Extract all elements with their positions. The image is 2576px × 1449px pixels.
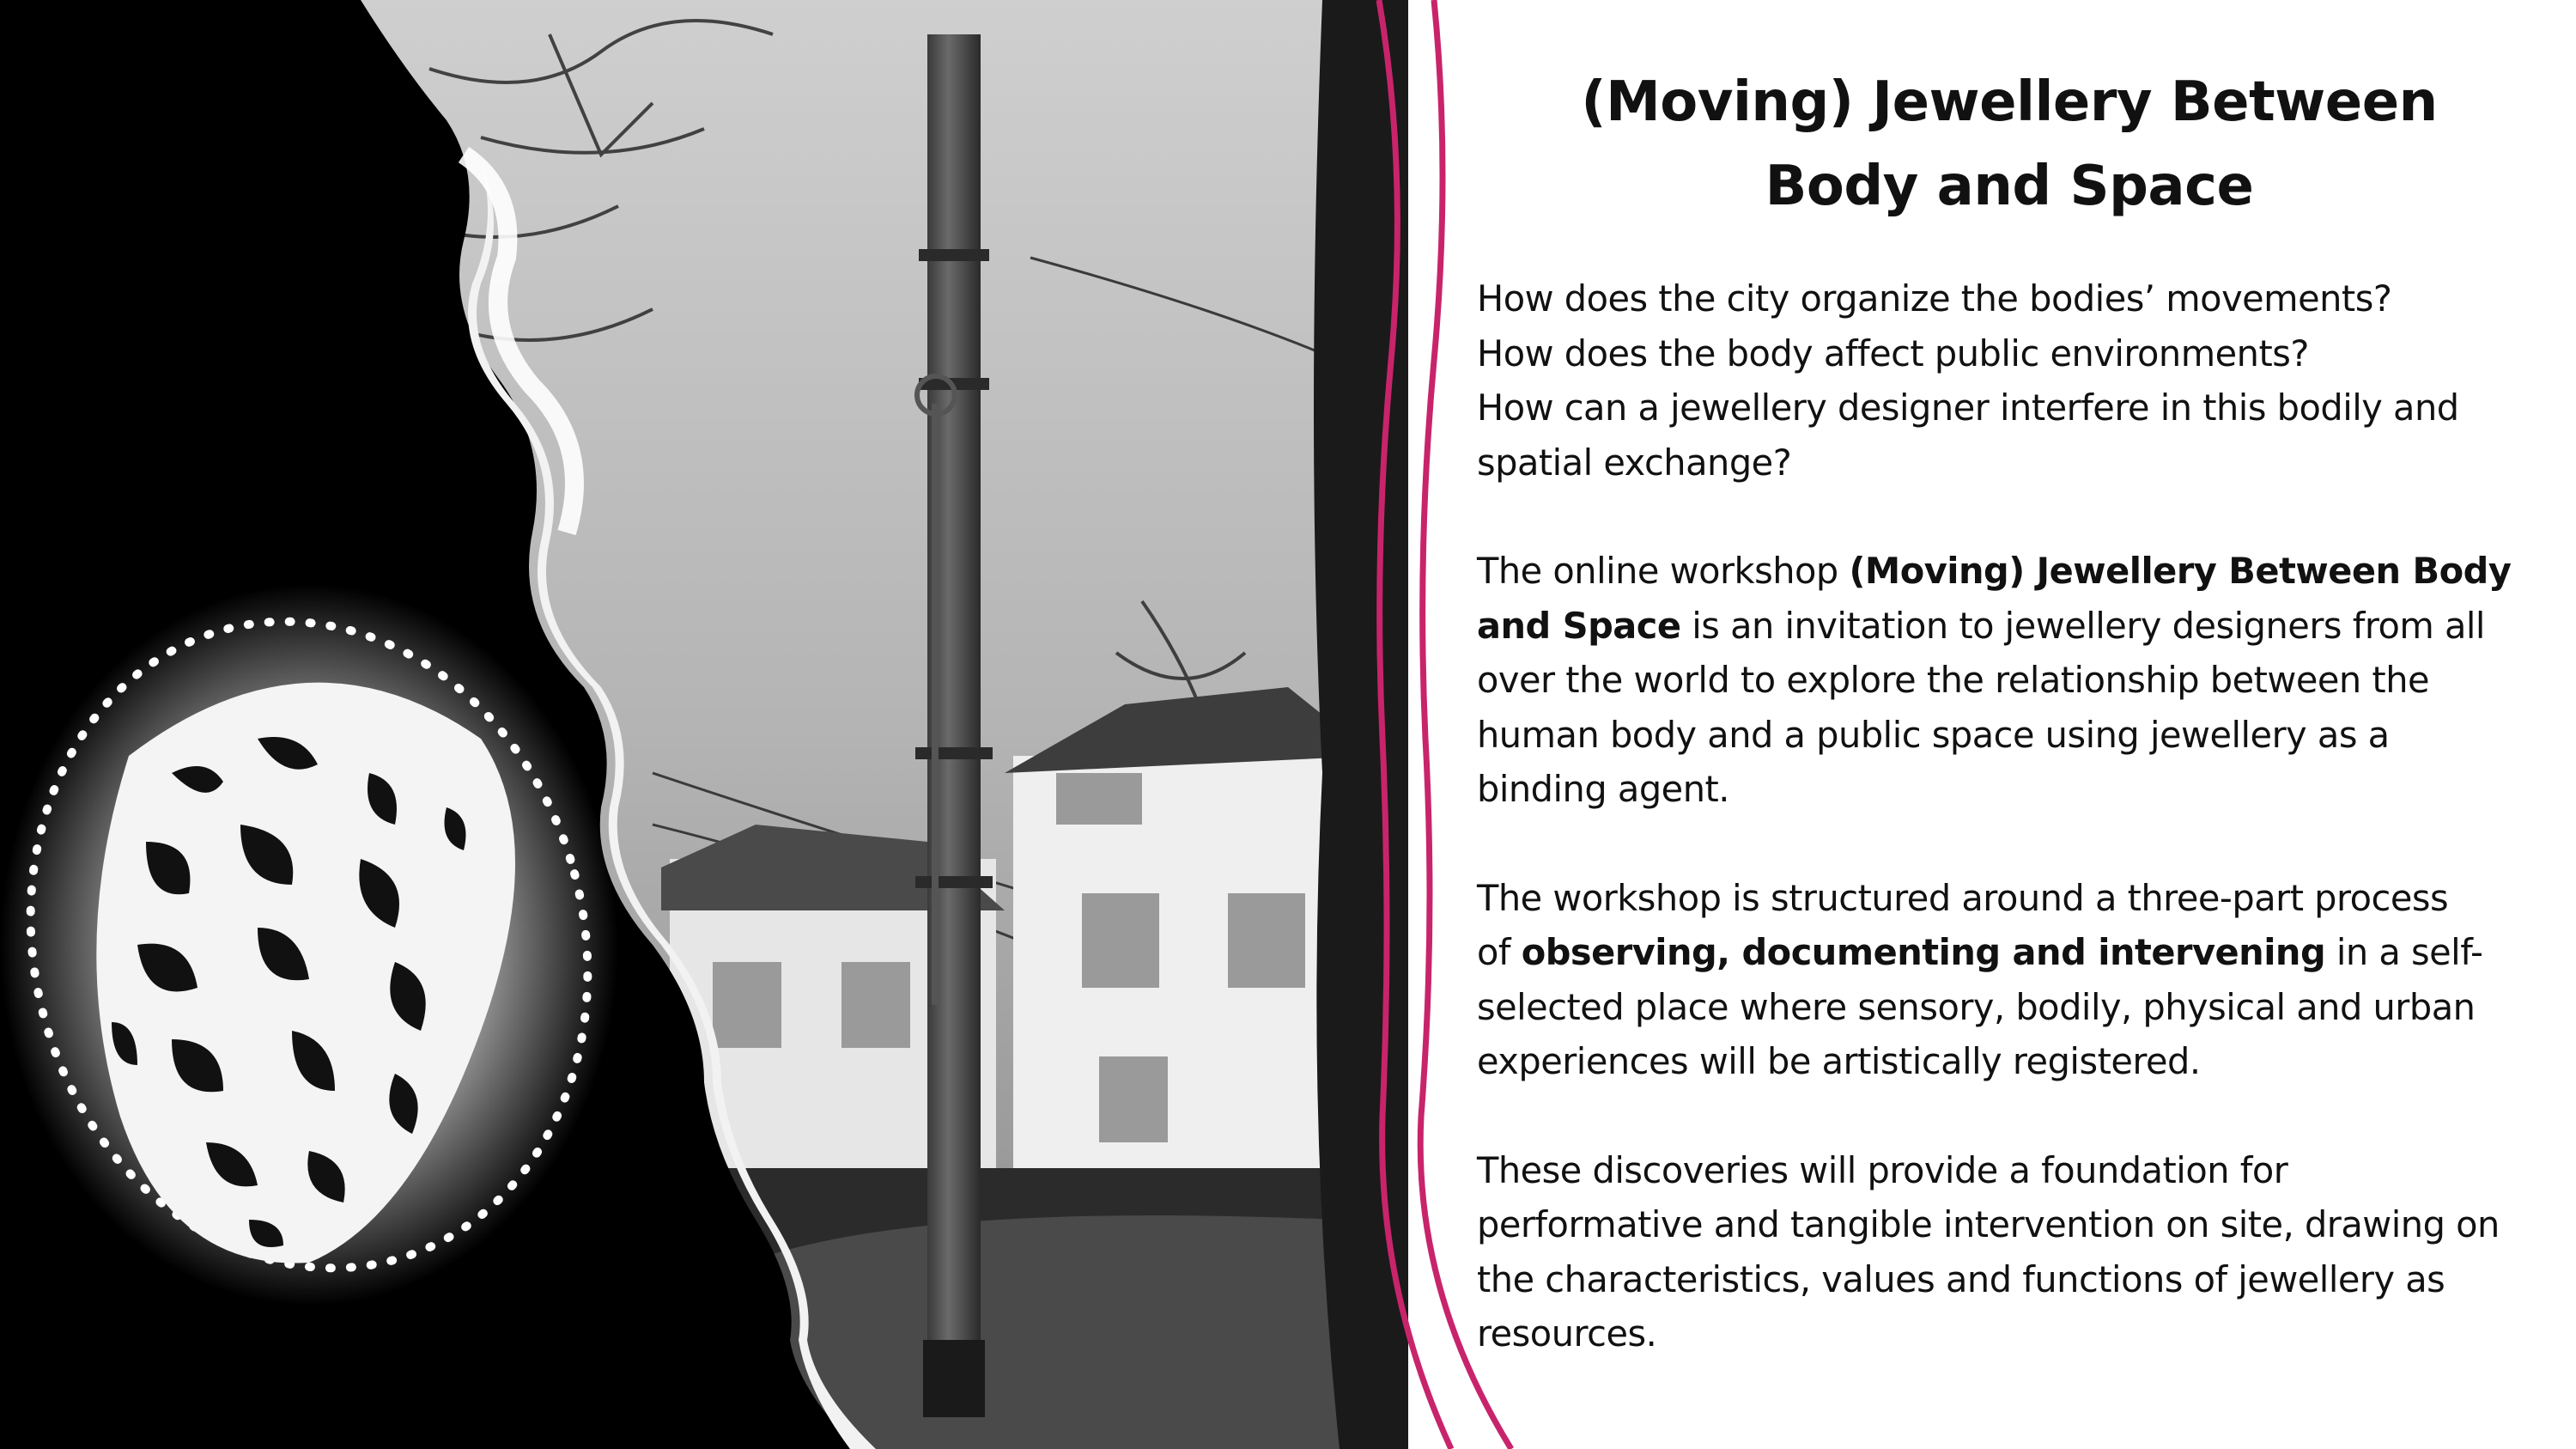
structure-bold: observing, documenting and intervening bbox=[1521, 931, 2326, 973]
intro-text-4: binding agent. bbox=[1477, 768, 1729, 810]
structure-text-3: experiences will be artistically registered. bbox=[1477, 1040, 2201, 1082]
intro-text-2: over the world to explore the relationship between the bbox=[1477, 659, 2430, 701]
structure-of: of bbox=[1477, 931, 1522, 973]
structure-text-1: in a self- bbox=[2325, 931, 2483, 973]
intro-text-1: is an invitation to jewellery designers from all bbox=[1680, 604, 2485, 647]
text-panel bbox=[1477, 60, 2542, 1416]
intro-prefix: The online workshop bbox=[1477, 550, 1850, 592]
question-2: How does the body affect public environments? bbox=[1477, 332, 2309, 374]
intro-text-3: human body and a public space using jewellery as a bbox=[1477, 713, 2390, 756]
discoveries-line-3: the characteristics, values and functions of jewellery as bbox=[1477, 1257, 2445, 1300]
questions-paragraph bbox=[1477, 271, 2542, 490]
question-3: How can a jewellery designer interfere in this bodily and bbox=[1477, 387, 2459, 429]
intro-bold-title-1: (Moving) Jewellery Between Body bbox=[1849, 550, 2512, 592]
page-title bbox=[1477, 60, 2542, 228]
discoveries-line-4: resources. bbox=[1477, 1312, 1657, 1355]
structure-line-1: The workshop is structured around a three-part process bbox=[1477, 876, 2449, 919]
structure-paragraph bbox=[1477, 871, 2542, 1089]
question-3-cont: spatial exchange? bbox=[1477, 441, 1792, 484]
question-1: How does the city organize the bodies’ movements? bbox=[1477, 277, 2392, 320]
discoveries-paragraph bbox=[1477, 1143, 2542, 1361]
intro-paragraph bbox=[1477, 544, 2542, 817]
discoveries-line-2: performative and tangible intervention on site, drawing on bbox=[1477, 1203, 2500, 1245]
discoveries-line-1: These discoveries will provide a foundation for bbox=[1477, 1148, 2288, 1191]
intro-bold-title-2: and Space bbox=[1477, 604, 1681, 647]
title-line-1: (Moving) Jewellery Between bbox=[1581, 70, 2438, 134]
structure-text-2: selected place where sensory, bodily, physical and urban bbox=[1477, 985, 2476, 1028]
title-line-2: Body and Space bbox=[1765, 155, 2254, 218]
